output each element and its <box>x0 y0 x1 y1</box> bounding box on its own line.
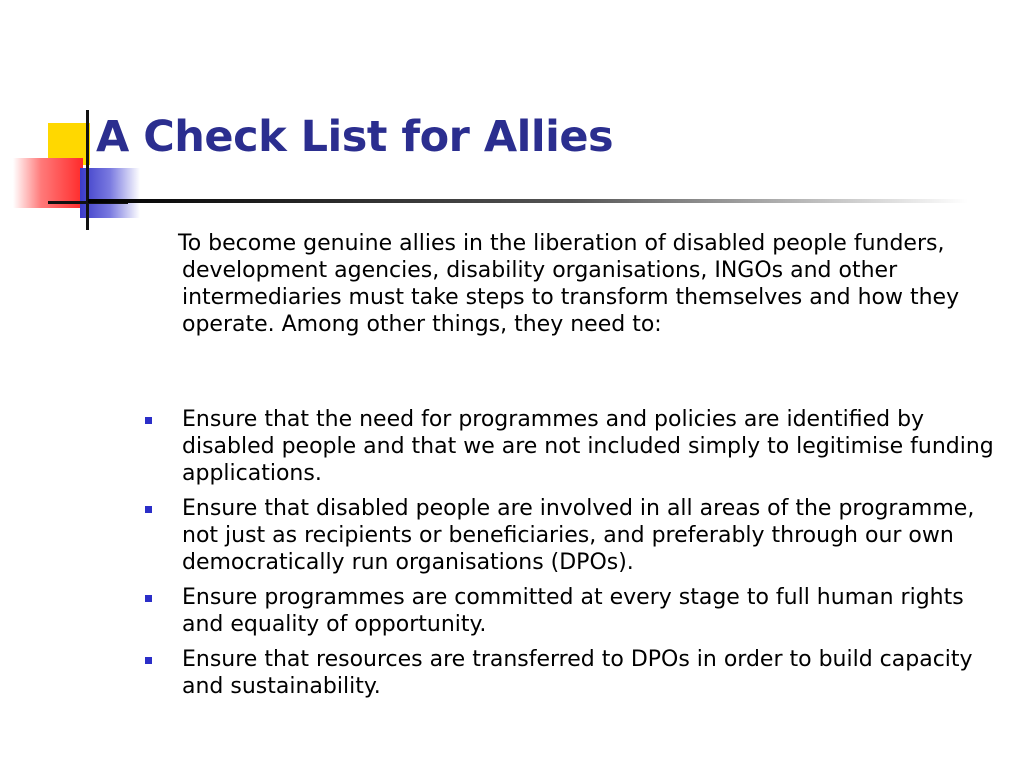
list-item-text: Ensure that resources are transferred to DPOs in order to build capacity and sustainability. <box>182 647 973 699</box>
list-item-text: Ensure programmes are committed at every stage to full human rights and equality of opportunity. <box>182 585 964 637</box>
list-item <box>140 646 1010 700</box>
slide-title: A Check List for Allies <box>96 112 614 162</box>
list-item-text: Ensure that the need for programmes and policies are identified by disabled people and that we are not included simply to legitimise funding applications. <box>182 407 994 486</box>
blue-block <box>80 168 140 218</box>
title-underline <box>88 199 968 203</box>
square-bullet-icon <box>145 657 152 664</box>
bullet-list <box>140 406 1010 708</box>
intro-paragraph: To become genuine allies in the liberation of disabled people funders, development agencies, disability organisations, INGOs and other intermediaries must take steps to transform themselves and how they operate. Among other things, they need to: <box>178 231 960 337</box>
list-item <box>140 495 1010 576</box>
list-item <box>140 584 1010 638</box>
list-item-text: Ensure that disabled people are involved in all areas of the programme, not just as recipients or beneficiaries, and preferably through our own democratically run organisations (DPOs). <box>182 496 975 575</box>
square-bullet-icon <box>145 417 152 424</box>
list-item <box>140 406 1010 487</box>
square-bullet-icon <box>145 595 152 602</box>
vertical-rule <box>86 110 89 230</box>
square-bullet-icon <box>145 506 152 513</box>
